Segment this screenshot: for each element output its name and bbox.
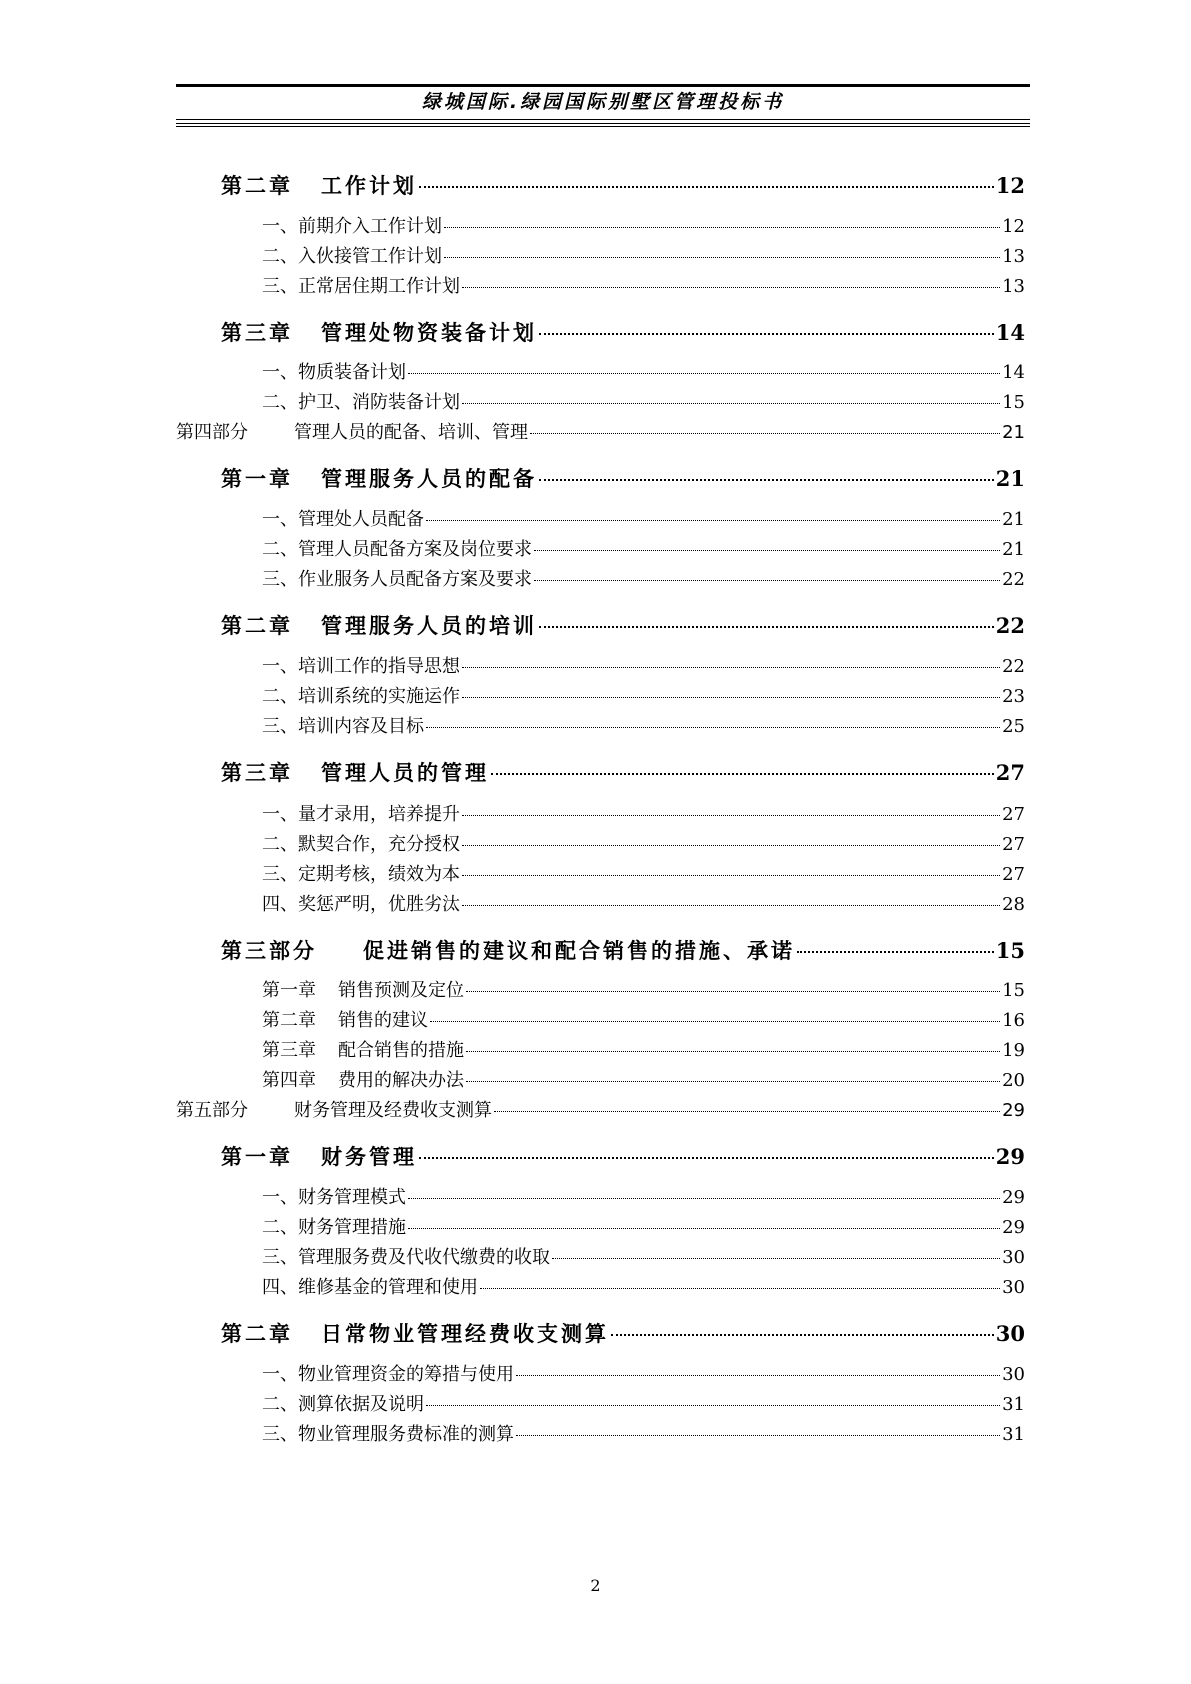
toc-leader-dots	[539, 626, 994, 628]
toc-entry-title	[262, 358, 406, 384]
toc-entry-page: 29	[1002, 1100, 1025, 1121]
toc-entry-chapter[interactable]	[221, 1141, 1025, 1171]
toc-entry-page: 31	[1002, 1424, 1025, 1445]
toc-entry-title	[262, 242, 442, 268]
toc-entry-page: 21	[1002, 422, 1025, 443]
toc-leader-dots	[516, 1375, 1000, 1376]
toc-entry-title	[262, 505, 424, 531]
toc-entry-text: 配合销售的措施	[338, 1040, 464, 1061]
toc-entry-text: 管理人员的配备、培训、管理	[294, 422, 528, 443]
toc-entry-part[interactable]	[176, 418, 1025, 444]
toc-entry-page: 20	[1002, 1070, 1025, 1091]
toc-entry-label: 第三部分	[221, 938, 317, 963]
toc-entry-text: 二、入伙接管工作计划	[262, 246, 442, 267]
toc-entry-title	[221, 1141, 417, 1171]
toc-entry-section[interactable]	[262, 890, 1025, 916]
toc-entry-section[interactable]	[262, 505, 1025, 531]
toc-leader-dots	[539, 333, 994, 335]
toc-entry-text: 促进销售的建议和配合销售的措施、承诺	[363, 938, 795, 963]
toc-leader-dots	[444, 257, 1000, 258]
toc-entry-text: 二、测算依据及说明	[262, 1394, 424, 1415]
toc-entry-page: 21	[1002, 539, 1025, 560]
toc-entry-title	[262, 1243, 550, 1269]
toc-entry-page: 29	[1002, 1217, 1025, 1238]
toc-entry-text: 三、作业服务人员配备方案及要求	[262, 569, 532, 590]
toc-entry-label: 第四部分	[176, 422, 248, 443]
toc-entry-page: 21	[995, 466, 1025, 491]
toc-entry-page: 30	[1002, 1247, 1025, 1268]
toc-leader-dots	[426, 520, 1000, 521]
toc-entry-chapter[interactable]	[221, 610, 1025, 640]
toc-entry-section[interactable]	[262, 1213, 1025, 1239]
toc-entry-text: 财务管理及经费收支测算	[294, 1100, 492, 1121]
toc-entry-label: 第一章	[221, 466, 293, 491]
toc-leader-dots	[462, 905, 1000, 906]
toc-entry-page: 27	[995, 760, 1025, 785]
toc-entry-page: 30	[1002, 1364, 1025, 1385]
toc-entry-title	[262, 830, 460, 856]
toc-entry-section[interactable]	[262, 1183, 1025, 1209]
toc-entry-title	[262, 890, 460, 916]
toc-entry-title	[262, 682, 460, 708]
toc-entry-text: 一、前期介入工作计划	[262, 216, 442, 237]
toc-leader-dots	[462, 287, 1000, 288]
toc-entry-page: 21	[1002, 509, 1025, 530]
page-number: 2	[590, 1576, 601, 1595]
toc-entry-page: 31	[1002, 1394, 1025, 1415]
toc-entry-page: 27	[1002, 804, 1025, 825]
toc-entry-title	[221, 463, 537, 493]
toc-entry-section[interactable]	[262, 1273, 1025, 1299]
toc-entry-text: 三、培训内容及目标	[262, 716, 424, 737]
toc-entry-page: 15	[1002, 980, 1025, 1001]
toc-entry-title	[262, 1360, 514, 1386]
toc-entry-subchapter[interactable]	[262, 976, 1025, 1002]
toc-entry-label: 第一章	[221, 1144, 293, 1169]
toc-leader-dots	[408, 1228, 1000, 1229]
toc-entry-chapter[interactable]	[221, 317, 1025, 347]
toc-entry-text: 费用的解决办法	[338, 1070, 464, 1091]
toc-entry-chapter[interactable]	[221, 757, 1025, 787]
toc-entry-part[interactable]	[176, 1096, 1025, 1122]
header-title: 绿城国际.绿园国际别墅区管理投标书	[421, 91, 785, 113]
toc-entry-section[interactable]	[262, 712, 1025, 738]
toc-entry-section[interactable]	[262, 1390, 1025, 1416]
toc-leader-dots	[611, 1334, 994, 1336]
toc-entry-text: 二、管理人员配备方案及岗位要求	[262, 539, 532, 560]
toc-entry-title	[221, 935, 795, 965]
toc-entry-page: 28	[1002, 894, 1025, 915]
toc-entry-title	[262, 1183, 406, 1209]
toc-entry-text: 二、默契合作，充分授权	[262, 834, 460, 855]
toc-entry-chapter[interactable]	[221, 1318, 1025, 1348]
toc-entry-title	[262, 1036, 464, 1062]
toc-leader-dots	[466, 991, 1000, 992]
toc-leader-dots	[408, 1198, 1000, 1199]
toc-entry-section[interactable]	[262, 212, 1025, 238]
toc-entry-page: 15	[995, 938, 1025, 963]
toc-entry-label: 第二章	[221, 173, 293, 198]
toc-entry-section[interactable]	[262, 1360, 1025, 1386]
toc-entry-title	[262, 652, 460, 678]
toc-entry-text: 二、财务管理措施	[262, 1217, 406, 1238]
toc-entry-text: 管理服务人员的培训	[321, 613, 537, 638]
toc-entry-section[interactable]	[262, 388, 1025, 414]
toc-leader-dots	[494, 1111, 1000, 1112]
toc-entry-title	[262, 1213, 406, 1239]
toc-entry-label: 第二章	[221, 1321, 293, 1346]
toc-entry-page: 22	[1002, 569, 1025, 590]
toc-entry-section[interactable]	[262, 800, 1025, 826]
toc-entry-subchapter[interactable]	[262, 1036, 1025, 1062]
toc-entry-label: 第二章	[262, 1010, 316, 1031]
toc-entry-label: 第三章	[221, 320, 293, 345]
toc-entry-page: 27	[1002, 834, 1025, 855]
toc-leader-dots	[462, 403, 1000, 404]
toc-entry-text: 一、管理处人员配备	[262, 509, 424, 530]
toc-entry-chapter[interactable]	[221, 170, 1025, 200]
toc-leader-dots	[462, 667, 1000, 668]
toc-leader-dots	[462, 697, 1000, 698]
toc-entry-page: 22	[995, 613, 1025, 638]
toc-entry-title	[221, 1318, 609, 1348]
toc-leader-dots	[419, 186, 994, 188]
toc-entry-title	[262, 712, 424, 738]
toc-entry-text: 三、物业管理服务费标准的测算	[262, 1424, 514, 1445]
toc-leader-dots	[444, 227, 1000, 228]
toc-leader-dots	[534, 580, 1000, 581]
toc-entry-title	[262, 212, 442, 238]
toc-entry-text: 日常物业管理经费收支测算	[321, 1321, 609, 1346]
toc-entry-page: 13	[1002, 276, 1025, 297]
toc-entry-text: 一、物业管理资金的筹措与使用	[262, 1364, 514, 1385]
toc-entry-page: 16	[1002, 1010, 1025, 1031]
toc-entry-subchapter[interactable]	[262, 1006, 1025, 1032]
toc-leader-dots	[466, 1081, 1000, 1082]
toc-entry-section[interactable]	[262, 830, 1025, 856]
toc-entry-page: 15	[1002, 392, 1025, 413]
toc-entry-page: 12	[995, 173, 1025, 198]
toc-entry-section[interactable]	[262, 272, 1025, 298]
toc-leader-dots	[530, 433, 1000, 434]
toc-entry-section[interactable]	[262, 860, 1025, 886]
toc-entry-label: 第三章	[221, 760, 293, 785]
toc-leader-dots	[466, 1051, 1000, 1052]
toc-entry-text: 一、量才录用，培养提升	[262, 804, 460, 825]
toc-entry-section[interactable]	[262, 1243, 1025, 1269]
toc-entry-title	[262, 272, 460, 298]
toc-entry-page: 25	[1002, 716, 1025, 737]
toc-entry-label: 第五部分	[176, 1100, 248, 1121]
toc-leader-dots	[426, 727, 1000, 728]
toc-entry-page: 12	[1002, 216, 1025, 237]
toc-entry-subchapter[interactable]	[262, 1066, 1025, 1092]
toc-entry-page: 27	[1002, 864, 1025, 885]
toc-entry-title	[176, 1096, 492, 1122]
toc-entry-title	[262, 800, 460, 826]
toc-leader-dots	[539, 479, 994, 481]
toc-leader-dots	[419, 1157, 994, 1159]
toc-entry-section[interactable]	[262, 358, 1025, 384]
toc-entry-partbold[interactable]	[221, 935, 1025, 965]
toc-entry-page: 30	[1002, 1277, 1025, 1298]
toc-entry-chapter[interactable]	[221, 463, 1025, 493]
toc-leader-dots	[408, 373, 1000, 374]
toc-leader-dots	[462, 845, 1000, 846]
toc-leader-dots	[552, 1258, 1000, 1259]
toc-entry-title	[221, 170, 417, 200]
toc-entry-page: 13	[1002, 246, 1025, 267]
toc-entry-page: 19	[1002, 1040, 1025, 1061]
toc-entry-text: 四、维修基金的管理和使用	[262, 1277, 478, 1298]
toc-entry-text: 一、物质装备计划	[262, 362, 406, 383]
toc-entry-section[interactable]	[262, 682, 1025, 708]
toc-leader-dots	[462, 875, 1000, 876]
toc-entry-label: 第三章	[262, 1040, 316, 1061]
toc-entry-title	[221, 610, 537, 640]
toc-entry-text: 二、护卫、消防装备计划	[262, 392, 460, 413]
toc-entry-section[interactable]	[262, 565, 1025, 591]
toc-entry-page: 29	[1002, 1187, 1025, 1208]
toc-entry-title	[262, 1066, 464, 1092]
toc-entry-title	[176, 418, 528, 444]
toc-entry-title	[262, 535, 532, 561]
toc-entry-section[interactable]	[262, 535, 1025, 561]
toc-entry-page: 14	[1002, 362, 1025, 383]
toc-entry-text: 四、奖惩严明，优胜劣汰	[262, 894, 460, 915]
toc-entry-title	[262, 1420, 514, 1446]
toc-leader-dots	[480, 1288, 1000, 1289]
toc-entry-label: 第二章	[221, 613, 293, 638]
toc-entry-title	[262, 1390, 424, 1416]
toc-leader-dots	[491, 773, 994, 775]
toc-entry-text: 一、培训工作的指导思想	[262, 656, 460, 677]
toc-entry-text: 二、培训系统的实施运作	[262, 686, 460, 707]
toc-entry-text: 管理处物资装备计划	[321, 320, 537, 345]
toc-leader-dots	[516, 1435, 1000, 1436]
toc-leader-dots	[426, 1405, 1000, 1406]
toc-entry-title	[262, 388, 460, 414]
toc-entry-text: 管理人员的管理	[321, 760, 489, 785]
toc-entry-text: 三、管理服务费及代收代缴费的收取	[262, 1247, 550, 1268]
toc-entry-page: 29	[995, 1144, 1025, 1169]
toc-entry-title	[221, 757, 489, 787]
toc-entry-page: 23	[1002, 686, 1025, 707]
toc-entry-title	[262, 976, 464, 1002]
toc-entry-title	[262, 860, 460, 886]
toc-leader-dots	[534, 550, 1000, 551]
toc-entry-text: 销售的建议	[338, 1010, 428, 1031]
toc-entry-title	[262, 1273, 478, 1299]
toc-entry-text: 工作计划	[321, 173, 417, 198]
toc-entry-title	[262, 565, 532, 591]
toc-entry-title	[262, 1006, 428, 1032]
toc-entry-text: 三、正常居住期工作计划	[262, 276, 460, 297]
toc-entry-label: 第一章	[262, 980, 316, 1001]
toc-entry-section[interactable]	[262, 1420, 1025, 1446]
toc-leader-dots	[462, 815, 1000, 816]
toc-entry-text: 财务管理	[321, 1144, 417, 1169]
toc-entry-page: 22	[1002, 656, 1025, 677]
toc-entry-section[interactable]	[262, 652, 1025, 678]
toc-entry-section[interactable]	[262, 242, 1025, 268]
toc-entry-text: 一、财务管理模式	[262, 1187, 406, 1208]
toc-entry-text: 三、定期考核，绩效为本	[262, 864, 460, 885]
toc-entry-label: 第四章	[262, 1070, 316, 1091]
toc-entry-page: 14	[995, 320, 1025, 345]
toc-entry-text: 管理服务人员的配备	[321, 466, 537, 491]
toc-entry-text: 销售预测及定位	[338, 980, 464, 1001]
toc-entry-title	[221, 317, 537, 347]
toc-entry-page: 30	[995, 1321, 1025, 1346]
toc-leader-dots	[430, 1021, 1000, 1022]
toc-leader-dots	[797, 951, 994, 953]
